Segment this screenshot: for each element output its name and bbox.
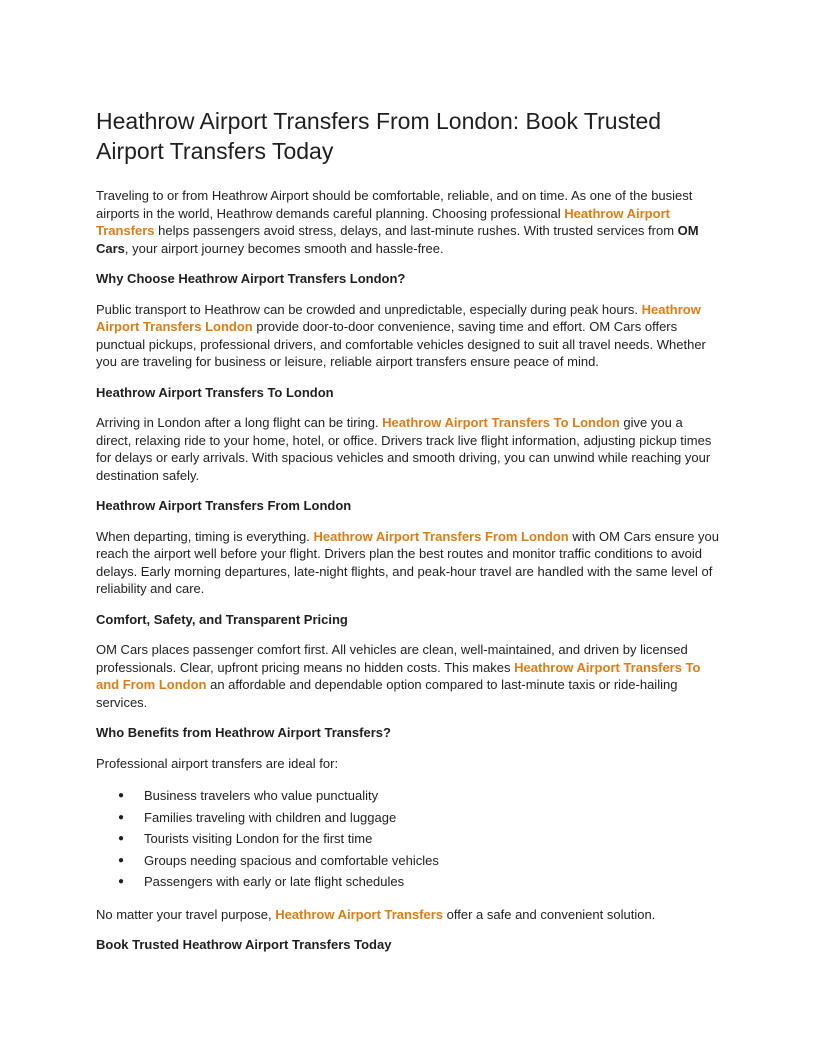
list-item: [96, 850, 720, 872]
from-london-paragraph: [96, 528, 720, 598]
bullet-icon: ●: [118, 854, 125, 866]
link-heathrow-airport-transfers-2[interactable]: Heathrow Airport Transfers: [275, 906, 444, 922]
section-heading-who-benefits: Who Benefits from Heathrow Airport Transfers?: [96, 725, 391, 740]
who-benefits-lead: Professional airport transfers are ideal for:: [96, 755, 339, 771]
to-london-text-2: give you a direct, relaxing ride to your home, hotel, or office. Drivers track live flight information, adjusting pickup times for delays or early arrivals. With spacious vehicles and smooth driving, you can unwind while reaching your destination safely.: [96, 415, 712, 483]
from-london-text-2: with OM Cars ensure you reach the airport well before your flight. Drivers plan the best routes and monitor traffic conditions to avoid delays. Early morning departures, late-night flights, and peak-hour travel are handled with the same level of reliability and care.: [96, 528, 719, 596]
link-heathrow-airport-transfers-to-london[interactable]: Heathrow Airport Transfers To London: [382, 415, 620, 430]
section-heading-book-today: Book Trusted Heathrow Airport Transfers Today: [96, 937, 392, 952]
list-item-text: Families traveling with children and luggage: [144, 809, 397, 825]
why-choose-paragraph: [96, 301, 720, 371]
section-heading-comfort-safety: Comfort, Safety, and Transparent Pricing: [96, 611, 348, 627]
section-heading-why-choose: Why Choose Heathrow Airport Transfers London?: [96, 271, 406, 286]
intro-text-2: helps passengers avoid stress, delays, and last-minute rushes. With trusted services from: [154, 223, 678, 238]
why-choose-text-1: Public transport to Heathrow can be crowded and unpredictable, especially during peak hours.: [96, 301, 642, 317]
bullet-icon: ●: [118, 811, 125, 823]
why-choose-text-2: provide door-to-door convenience, saving time and effort. OM Cars offers punctual pickups, professional drivers, and comfortable vehicles designed to suit all travel needs. Whether you are traveling for business or leisure, reliable airport transfers ensure peace of mind.: [96, 319, 706, 369]
list-item-text: Tourists visiting London for the first time: [144, 831, 373, 846]
travel-purpose-paragraph: [96, 906, 720, 924]
list-item: [96, 828, 720, 850]
to-london-paragraph: [96, 414, 720, 484]
om-cars-bold: OM Cars: [96, 223, 699, 256]
comfort-safety-paragraph: [96, 641, 720, 711]
bullet-icon: ●: [118, 790, 125, 801]
comfort-text-2: an affordable and dependable option compared to last-minute taxis or ride-hailing services.: [96, 677, 678, 710]
section-heading-from-london: Heathrow Airport Transfers From London: [96, 498, 352, 513]
travel-purpose-text-2: offer a safe and convenient solution.: [443, 906, 656, 922]
link-heathrow-airport-transfers-london[interactable]: Heathrow Airport Transfers London: [96, 301, 701, 334]
document-page: [96, 106, 720, 967]
section-heading-to-london: Heathrow Airport Transfers To London: [96, 384, 334, 400]
intro-text-3: , your airport journey becomes smooth and hassle-free.: [124, 240, 444, 256]
list-item: [96, 807, 720, 829]
list-item: [96, 785, 720, 807]
bullet-icon: ●: [118, 876, 125, 887]
comfort-text-1: OM Cars places passenger comfort first. All vehicles are clean, well-maintained, and driven by licensed professionals. Clear, upfront pricing means no hidden costs. This makes: [96, 642, 688, 675]
bullet-icon: ●: [118, 833, 125, 844]
list-item-text: Business travelers who value punctuality: [144, 788, 379, 803]
intro-text-1: Traveling to or from Heathrow Airport should be comfortable, reliable, and on time. As one of the busiest airports in the world, Heathrow demands careful planning. Choosing professional: [96, 188, 693, 221]
list-item-text: Passengers with early or late flight schedules: [144, 874, 405, 889]
list-item: [96, 871, 720, 893]
intro-paragraph: [96, 187, 720, 257]
list-item-text: Groups needing spacious and comfortable vehicles: [144, 852, 439, 868]
link-heathrow-airport-transfers-from-london[interactable]: Heathrow Airport Transfers From London: [313, 528, 569, 544]
from-london-text-1: When departing, timing is everything.: [96, 528, 314, 544]
link-heathrow-airport-transfers[interactable]: Heathrow Airport Transfers: [96, 205, 670, 238]
link-heathrow-airport-transfers-to-and-from-london[interactable]: Heathrow Airport Transfers To and From London: [96, 659, 701, 692]
travel-purpose-text-1: No matter your travel purpose,: [96, 906, 276, 922]
to-london-text-1: Arriving in London after a long flight can be tiring.: [96, 415, 383, 430]
page-title: Heathrow Airport Transfers From London: Book Trusted Airport Transfers Today: [96, 108, 662, 164]
benefits-list: [96, 785, 720, 893]
